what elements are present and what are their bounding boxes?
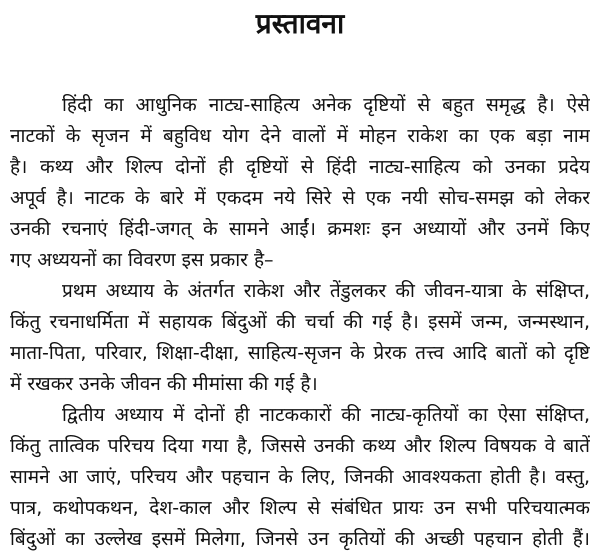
paragraph-2 [10,276,590,400]
text-line: किंतु रचनाधर्मिता में सहायक बिंदुओं की चर्चा की गई है। इसमें जन्म, जन्मस्थान, [10,311,590,333]
text-line: माता-पिता, परिवार, शिक्षा-दीक्षा, साहित्य-सृजन के प्रेरक तत्त्व आदि बातों को दृष्टि [10,342,590,364]
text-line: सामने आ जाएं, परिचय और पहचान के लिए, जिनकी आवश्यकता होती है। वस्तु, [10,466,590,488]
document-body [10,90,590,555]
paragraph-3 [10,400,590,555]
text-line: प्रथम अध्याय के अंतर्गत राकेश और तेंडुलकर की जीवन-यात्रा के संक्षिप्त, [62,280,590,302]
text-line: हिंदी का आधुनिक नाट्य-साहित्य अनेक दृष्टियों से बहुत समृद्ध है। ऐसे [62,94,590,116]
text-line: गए अध्ययनों का विवरण इस प्रकार है– [10,249,274,271]
text-line: है। कथ्य और शिल्प दोनों ही दृष्टियों से हिंदी नाट्य-साहित्य को उनका प्रदेय [10,156,590,178]
text-line: बिंदुओं का उल्लेख इसमें मिलेगा, जिनसे उन कृतियों की अच्छी पहचान होती हैं। [10,528,590,550]
text-line: उनकी रचनाएं हिंदी-जगत् के सामने आईं। क्रमशः इन अध्यायों और उनमें किए [10,218,590,240]
paragraph-1 [10,90,590,276]
text-line: किंतु तात्विक परिचय दिया गया है, जिससे उनकी कथ्य और शिल्प विषयक वे बातें [10,435,590,457]
text-line: अपूर्व है। नाटक के बारे में एकदम नये सिरे से एक नयी सोच-समझ को लेकर [10,187,590,209]
text-line: नाटकों के सृजन में बहुविध योग देने वालों में मोहन राकेश का एक बड़ा नाम [10,125,590,147]
text-line: द्वितीय अध्याय में दोनों ही नाटककारों की नाट्य-कृतियों का ऐसा संक्षिप्त, [62,404,590,426]
page-title: प्रस्तावना [255,7,345,40]
text-line: में रखकर उनके जीवन की मीमांसा की गई है। [10,373,318,395]
text-line: पात्र, कथोपकथन, देश-काल और शिल्प से संबंधित प्रायः उन सभी परिचयात्मक [10,497,590,519]
